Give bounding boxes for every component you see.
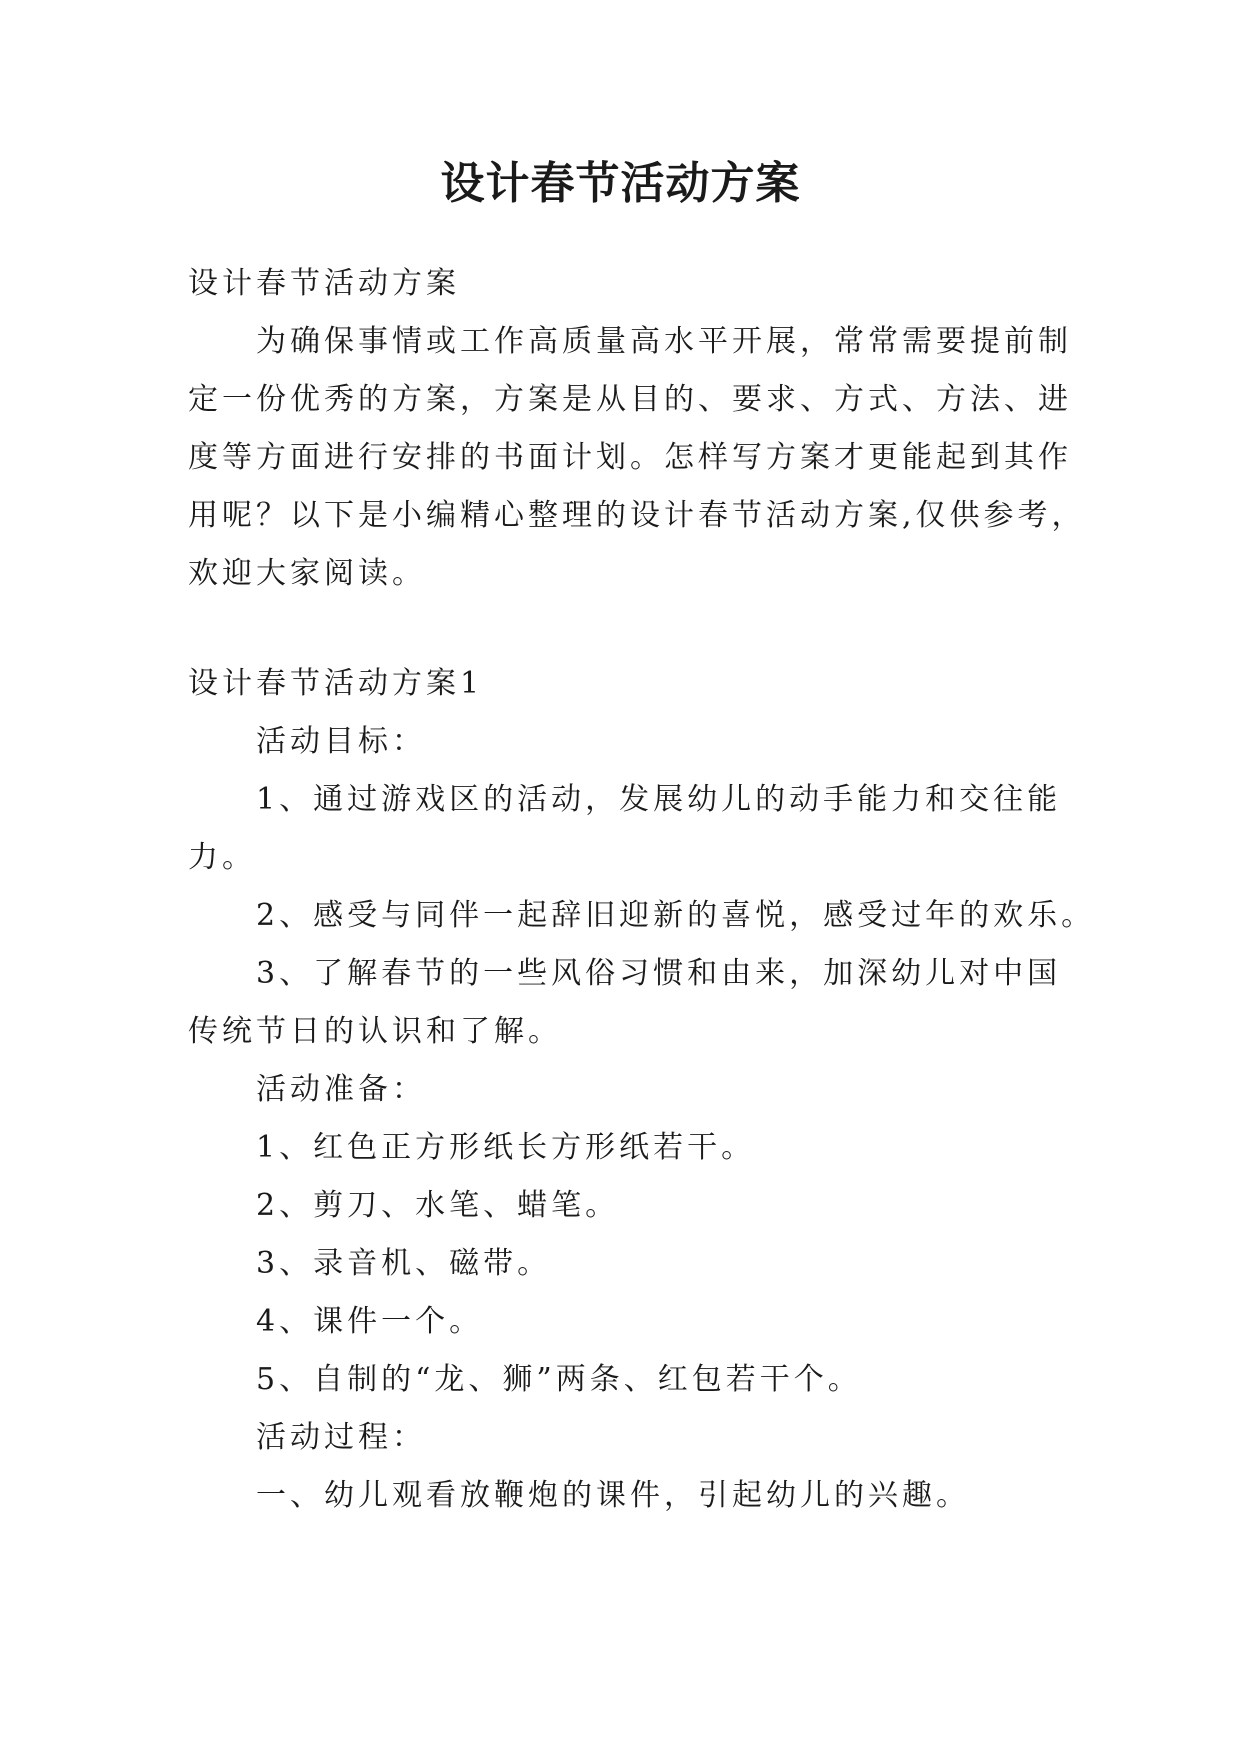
intro-line: 定一份优秀的方案，方案是从目的、要求、方式、方法、进	[188, 382, 1072, 417]
prep-item: 4、课件一个。	[256, 1304, 484, 1339]
intro-line: 度等方面进行安排的书面计划。怎样写方案才更能起到其作	[188, 440, 1072, 475]
prep-item: 2、剪刀、水笔、蜡笔。	[256, 1188, 620, 1223]
prep-heading: 活动准备：	[256, 1072, 426, 1107]
intro-line: 用呢？以下是小编精心整理的设计春节活动方案,仅供参考，	[188, 498, 1086, 533]
process-step: 一、幼儿观看放鞭炮的课件，引起幼儿的兴趣。	[256, 1478, 970, 1513]
intro-line: 为确保事情或工作高质量高水平开展，常常需要提前制	[256, 324, 1072, 359]
goal-line: 3、了解春节的一些风俗习惯和由来，加深幼儿对中国	[256, 956, 1062, 991]
document-title: 设计春节活动方案	[440, 158, 801, 209]
goals-heading: 活动目标：	[256, 724, 426, 759]
document-subtitle: 设计春节活动方案	[188, 266, 460, 301]
goal-line: 力。	[188, 840, 256, 875]
prep-item: 5、自制的“龙、狮”两条、红包若干个。	[256, 1362, 862, 1397]
goal-line: 传统节日的认识和了解。	[188, 1014, 562, 1049]
section-heading: 设计春节活动方案1	[188, 666, 484, 701]
prep-item: 1、红色正方形纸长方形纸若干。	[256, 1130, 756, 1165]
goal-line: 1、通过游戏区的活动，发展幼儿的动手能力和交往能	[256, 782, 1062, 817]
prep-item: 3、录音机、磁带。	[256, 1246, 552, 1281]
intro-line: 欢迎大家阅读。	[188, 556, 426, 591]
goal-line: 2、感受与同伴一起辞旧迎新的喜悦，感受过年的欢乐。	[256, 898, 1096, 933]
process-heading: 活动过程：	[256, 1420, 426, 1455]
